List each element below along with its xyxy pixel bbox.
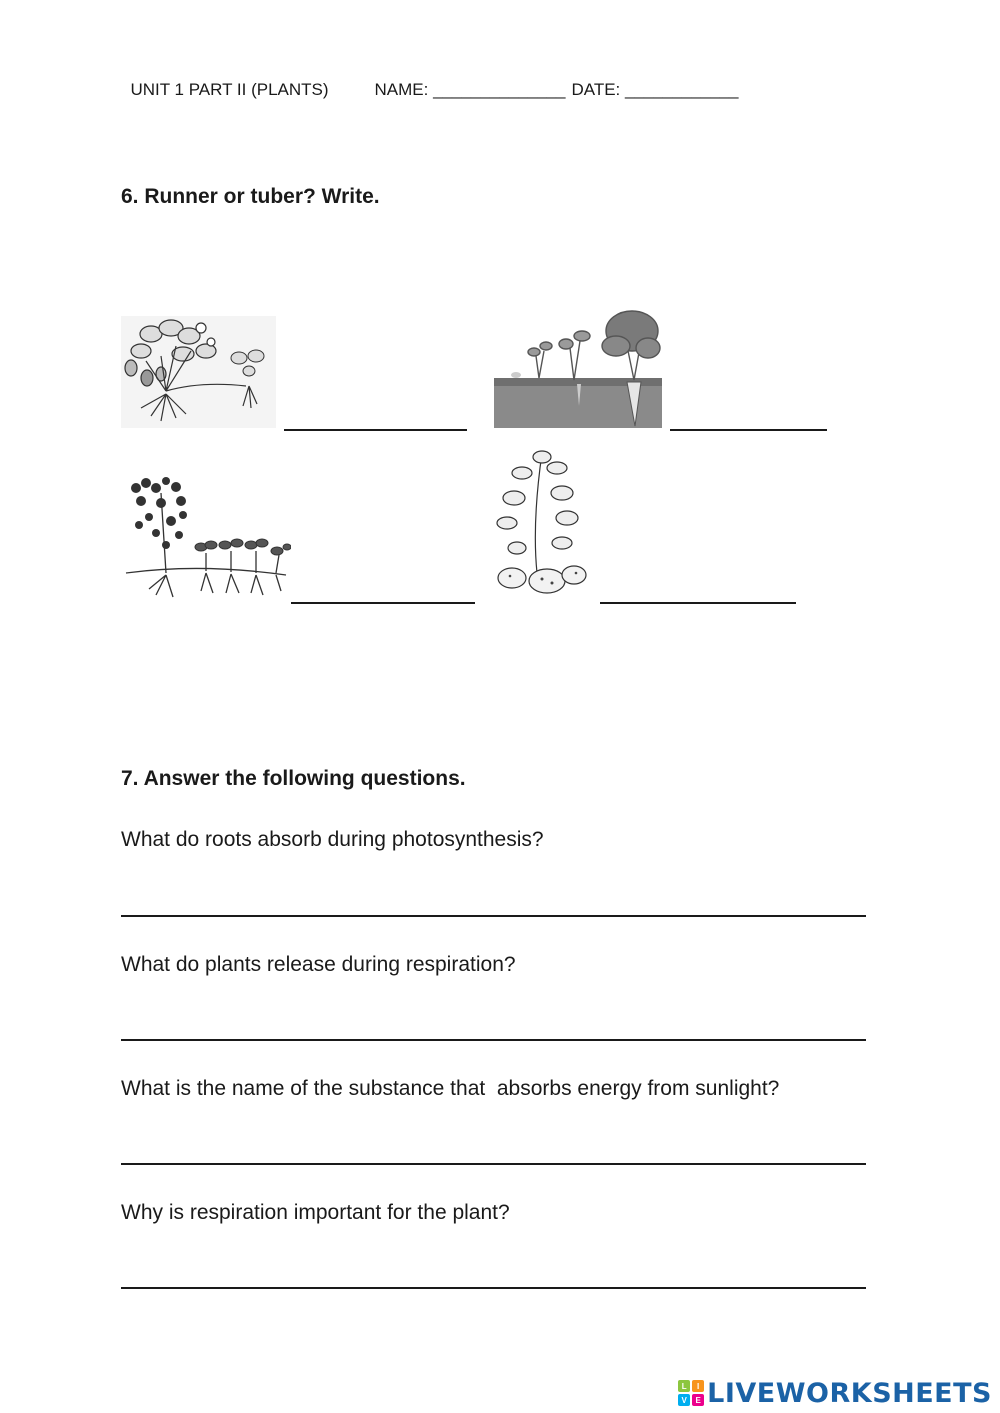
question-4: Why is respiration important for the plant? (121, 1201, 510, 1224)
runner-plant-image (121, 473, 291, 603)
answer-blank-2[interactable] (670, 429, 827, 431)
section-7-title: 7. Answer the following questions. (121, 767, 466, 790)
answer-line-2[interactable] (121, 1039, 866, 1041)
section-6-title: 6. Runner or tuber? Write. (121, 185, 380, 208)
strawberry-runner-image (121, 316, 276, 428)
logo-text: LIVEWORKSHEETS (707, 1377, 992, 1409)
question-1: What do roots absorb during photosynthesis? (121, 828, 544, 851)
question-3: What is the name of the substance that absorbs energy from sunlight? (121, 1077, 780, 1100)
answer-line-4[interactable] (121, 1287, 866, 1289)
answer-blank-3[interactable] (291, 602, 475, 604)
name-field[interactable]: NAME: ______________ (374, 80, 566, 99)
unit-label: UNIT 1 PART II (PLANTS) (130, 80, 329, 99)
answer-line-3[interactable] (121, 1163, 866, 1165)
carrot-soil-image (494, 306, 662, 428)
worksheet-header (121, 60, 738, 100)
answer-blank-4[interactable] (600, 602, 796, 604)
logo-badge-icon: L I V E (678, 1380, 704, 1406)
answer-blank-1[interactable] (284, 429, 467, 431)
question-2: What do plants release during respiration? (121, 953, 516, 976)
answer-line-1[interactable] (121, 915, 866, 917)
potato-tuber-image (492, 443, 590, 600)
liveworksheets-logo (678, 1377, 992, 1409)
date-field[interactable]: DATE: ____________ (571, 80, 739, 99)
